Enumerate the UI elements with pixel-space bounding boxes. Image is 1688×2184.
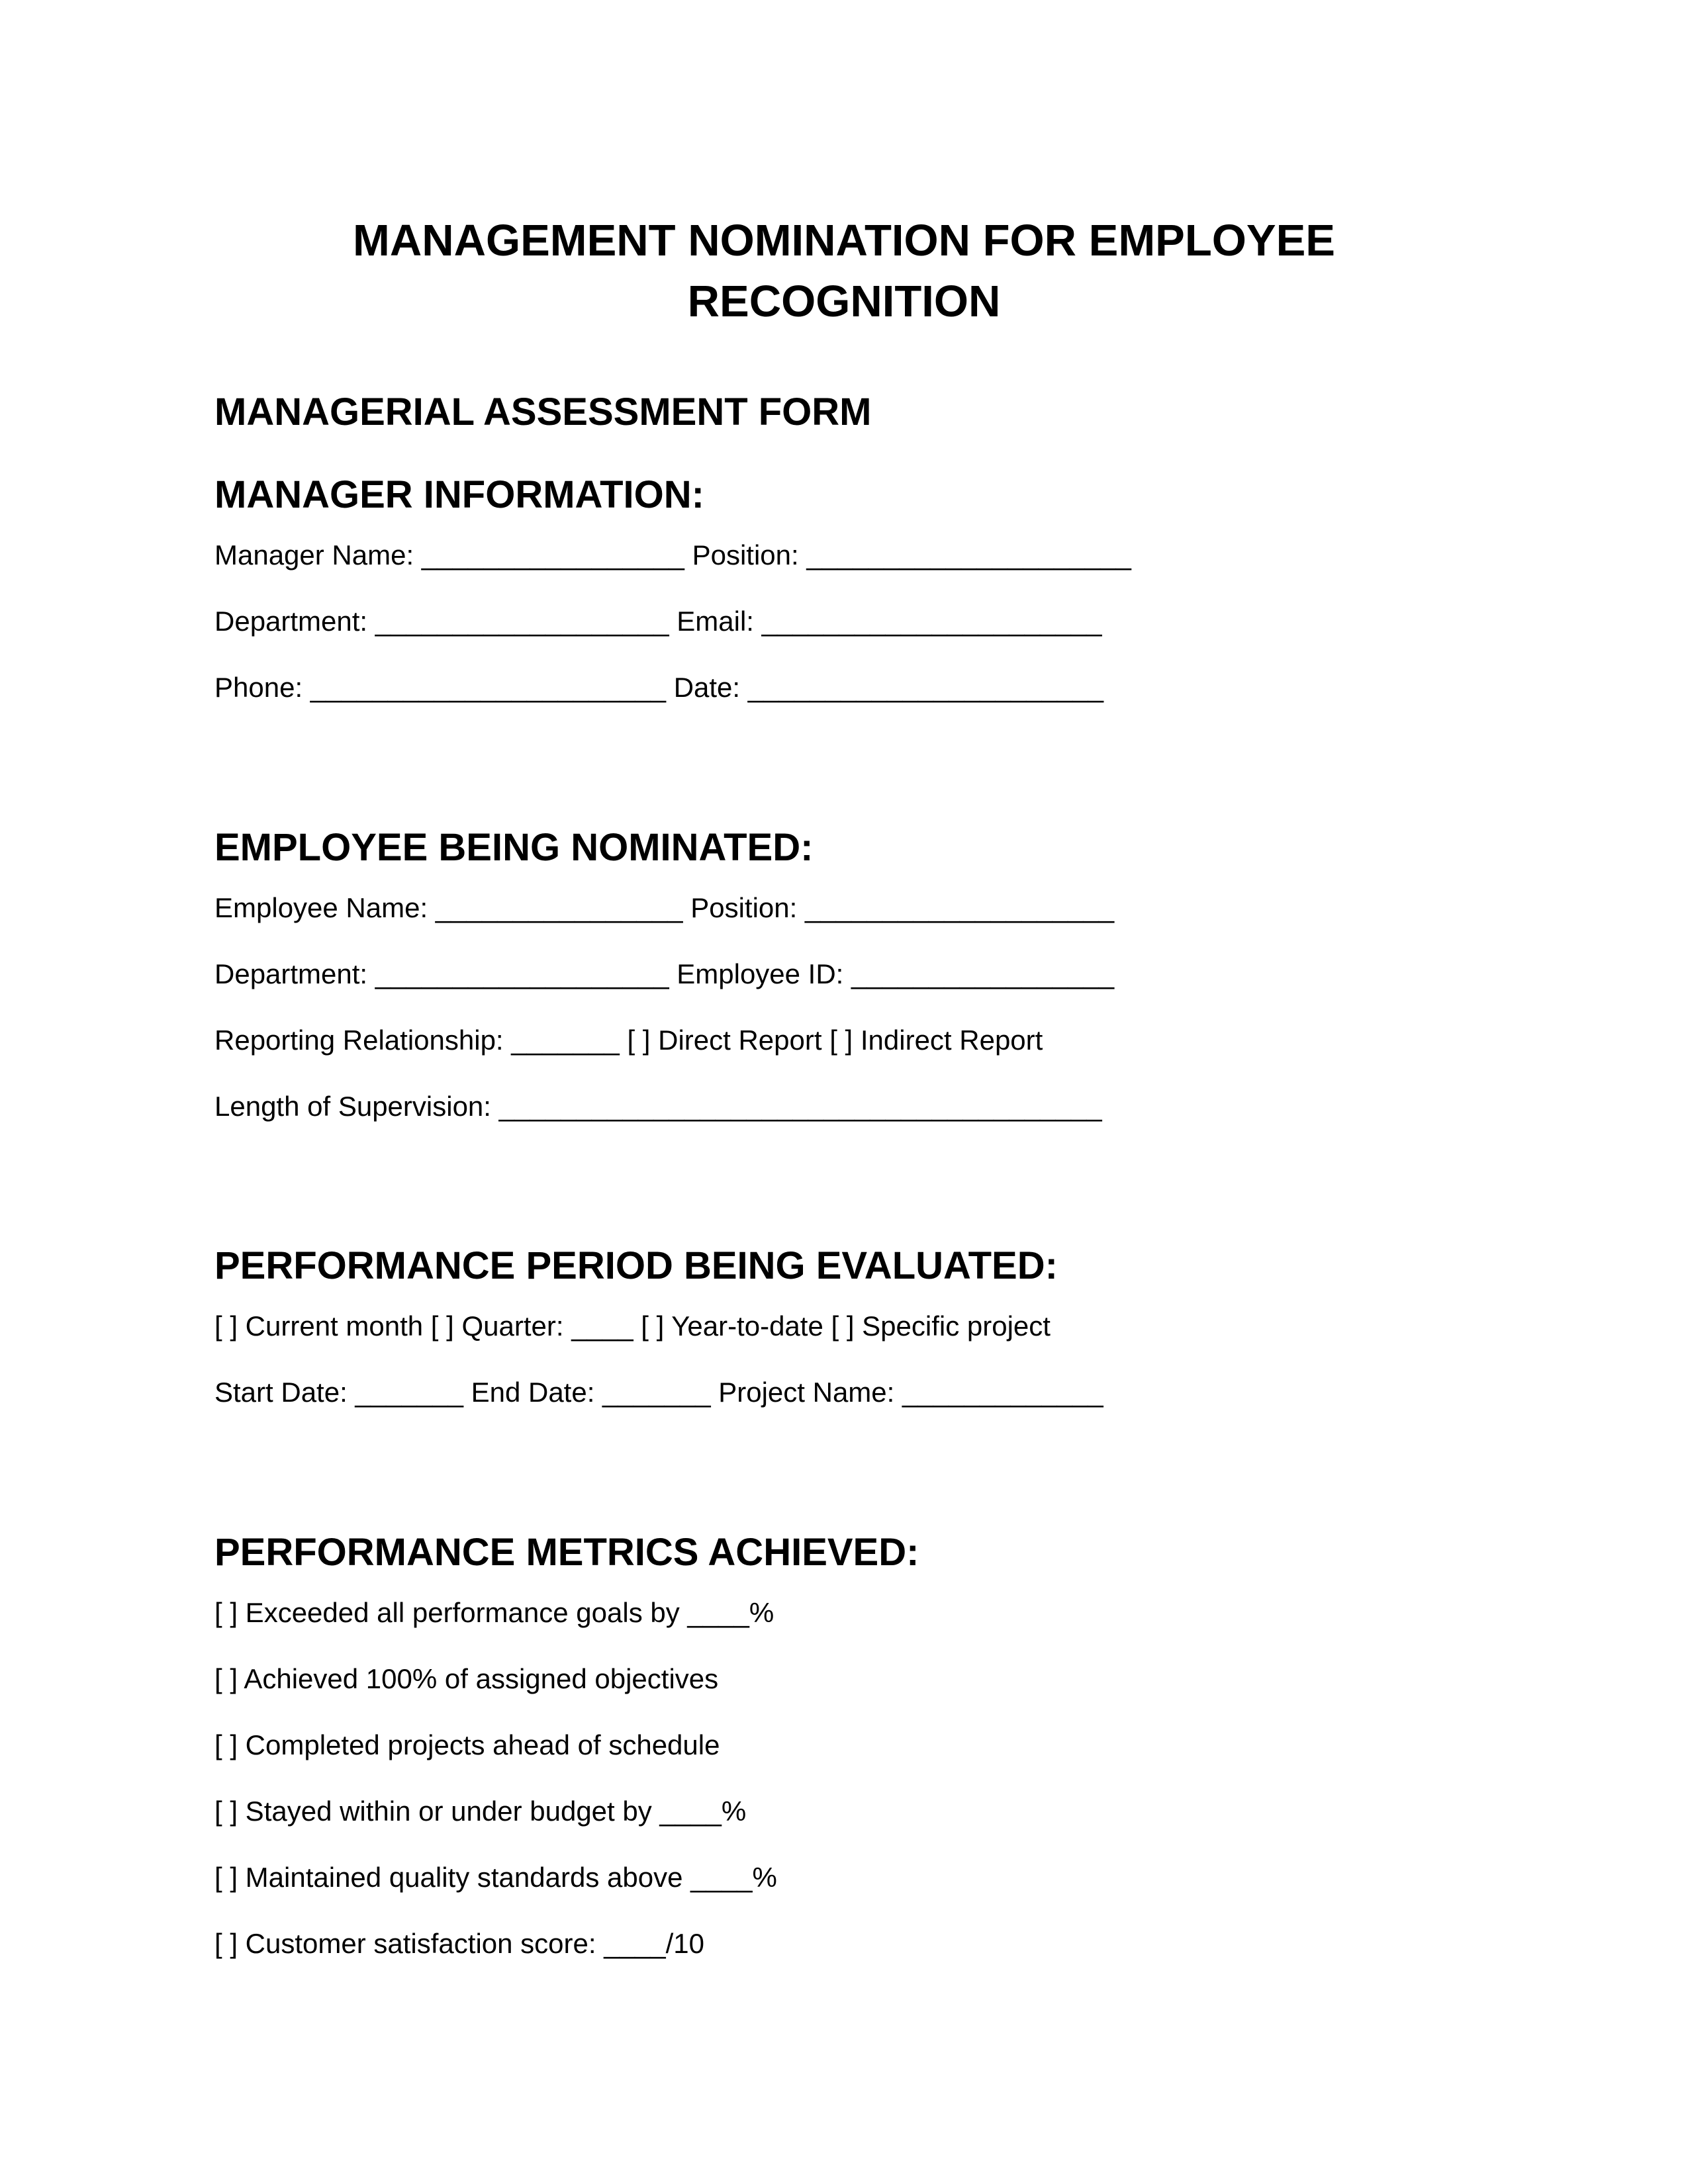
metric-item: [ ] Exceeded all performance goals by ____% — [214, 1597, 774, 1628]
title-line-1: MANAGEMENT NOMINATION FOR EMPLOYEE — [353, 216, 1335, 265]
manager-department-email-line: Department: ___________________ Email: ______________________ — [214, 606, 1102, 637]
metric-item: [ ] Stayed within or under budget by ____% — [214, 1796, 747, 1827]
metric-item: [ ] Maintained quality standards above ____% — [214, 1862, 777, 1893]
metric-item: [ ] Customer satisfaction score: ____/10 — [214, 1928, 705, 1959]
reporting-relationship-line: Reporting Relationship: _______ [ ] Direct Report [ ] Indirect Report — [214, 1024, 1043, 1056]
performance-period-heading: PERFORMANCE PERIOD BEING EVALUATED: — [214, 1244, 1058, 1287]
document-title — [0, 210, 1688, 332]
metric-item: [ ] Completed projects ahead of schedule — [214, 1729, 720, 1760]
form-subtitle: MANAGERIAL ASSESSMENT FORM — [214, 390, 872, 433]
manager-phone-date-line: Phone: _______________________ Date: _______________________ — [214, 672, 1103, 703]
metric-item: [ ] Achieved 100% of assigned objectives — [214, 1663, 719, 1694]
length-of-supervision-line: Length of Supervision: _______________________________________ — [214, 1091, 1102, 1122]
employee-info-heading: EMPLOYEE BEING NOMINATED: — [214, 826, 814, 869]
period-dates-line: Start Date: _______ End Date: _______ Project Name: _____________ — [214, 1377, 1103, 1408]
performance-metrics-heading: PERFORMANCE METRICS ACHIEVED: — [214, 1531, 919, 1574]
employee-department-id-line: Department: ___________________ Employee ID: _________________ — [214, 958, 1115, 989]
period-options-line: [ ] Current month [ ] Quarter: ____ [ ] Year-to-date [ ] Specific project — [214, 1310, 1051, 1342]
manager-info-heading: MANAGER INFORMATION: — [214, 473, 704, 516]
title-line-2: RECOGNITION — [687, 277, 1001, 326]
manager-name-position-line: Manager Name: _________________ Position: _____________________ — [214, 539, 1131, 570]
employee-name-position-line: Employee Name: ________________ Position: ____________________ — [214, 892, 1115, 923]
